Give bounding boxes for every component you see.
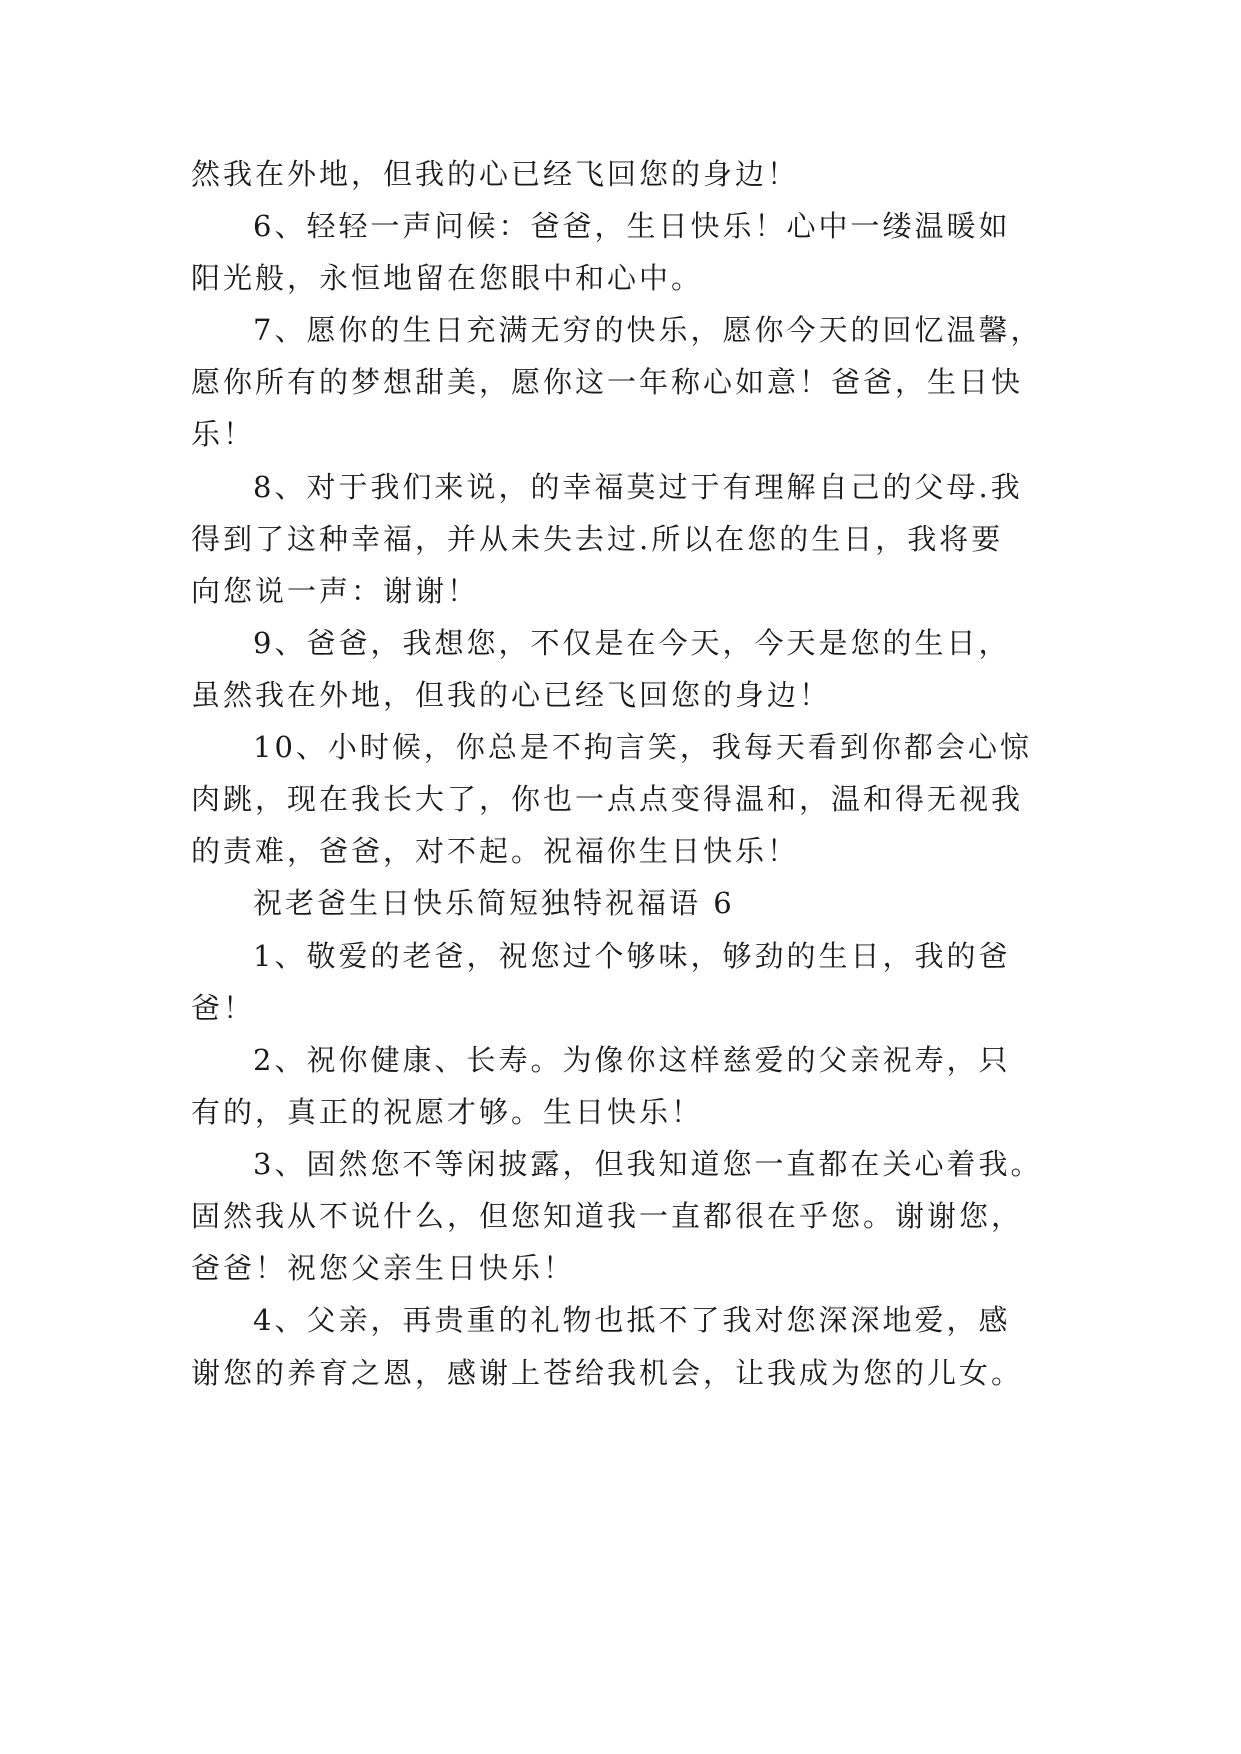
section-heading: 祝老爸生日快乐简短独特祝福语 6 — [253, 886, 735, 920]
text-line: 然我在外地，但我的心已经飞回您的身边！ — [191, 157, 800, 191]
text-line: 爸！ — [191, 991, 256, 1025]
text-line: 谢您的养育之恩，感谢上苍给我机会，让我成为您的儿女。 — [191, 1356, 1024, 1390]
text-line: 向您说一声：谢谢！ — [191, 574, 480, 608]
text-line: 愿你所有的梦想甜美，愿你这一年称心如意！爸爸，生日快 — [191, 365, 1024, 399]
list-item-9-line: 9、爸爸，我想您，不仅是在今天，今天是您的生日， — [253, 626, 1011, 660]
list-item-1-line: 1、敬爱的老爸，祝您过个够味，够劲的生日，我的爸 — [253, 939, 1011, 973]
list-item-7-line: 7、愿你的生日充满无穷的快乐，愿你今天的回忆温馨， — [253, 313, 1043, 347]
text-line: 阳光般，永恒地留在您眼中和心中。 — [191, 261, 704, 295]
text-line: 有的，真正的祝愿才够。生日快乐！ — [191, 1095, 704, 1129]
text-line: 的责难，爸爸，对不起。祝福你生日快乐！ — [191, 834, 800, 868]
list-item-3-line: 3、固然您不等闲披露，但我知道您一直都在关心着我。 — [253, 1147, 1043, 1181]
text-line: 固然我从不说什么，但您知道我一直都很在乎您。谢谢您， — [191, 1199, 1024, 1233]
list-item-8-line: 8、对于我们来说，的幸福莫过于有理解自己的父母.我 — [253, 470, 1023, 504]
text-line: 爸爸！祝您父亲生日快乐！ — [191, 1251, 576, 1285]
list-item-6-line: 6、轻轻一声问候：爸爸，生日快乐！心中一缕温暖如 — [253, 209, 1011, 243]
text-line: 肉跳，现在我长大了，你也一点点变得温和，温和得无视我 — [191, 782, 1024, 816]
text-line: 虽然我在外地，但我的心已经飞回您的身边！ — [191, 678, 832, 712]
list-item-10-line: 10、小时候，你总是不拘言笑，我每天看到你都会心惊 — [253, 730, 1032, 764]
text-line: 乐！ — [191, 417, 256, 451]
text-line: 得到了这种幸福，并从未失去过.所以在您的生日，我将要 — [191, 522, 1004, 556]
list-item-4-line: 4、父亲，再贵重的礼物也抵不了我对您深深地爱，感 — [253, 1303, 1011, 1337]
list-item-2-line: 2、祝你健康、长寿。为像你这样慈爱的父亲祝寿，只 — [253, 1043, 1011, 1077]
